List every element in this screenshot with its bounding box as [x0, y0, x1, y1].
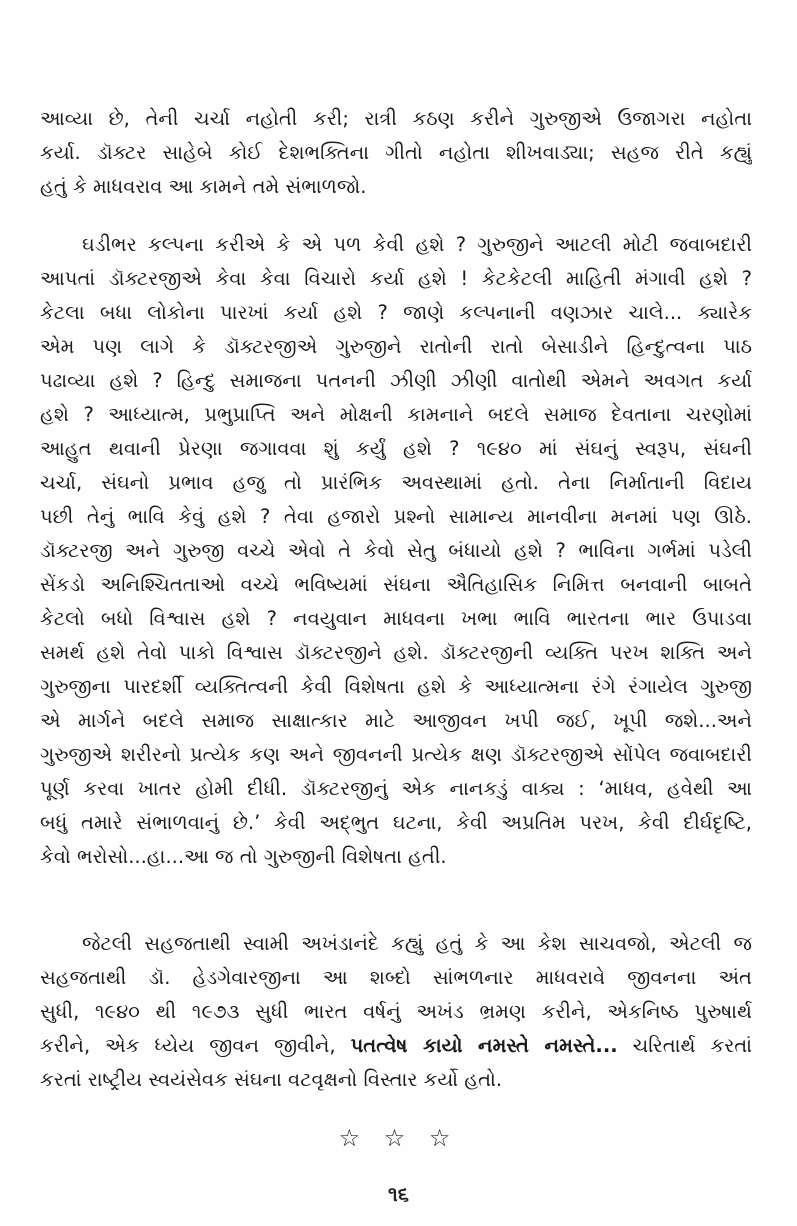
- paragraph-line: સહજતાથી ડૉ. હેડગેવારજીના આ શબ્દો સાંભળનાર માધવરાવે જીવનના અંત: [40, 966, 752, 989]
- page-number: ૧૬: [388, 1182, 409, 1206]
- paragraph-line: પઢાવ્યા હશે ? હિન્દુ સમાજના પતનની ઝીણી ઝીણી વાતોથી એમને અવગત કર્યા: [40, 369, 752, 392]
- paragraph-line: કેટલો બધો વિશ્વાસ હશે ? નવયુવાન માધવના ખભા ભાવિ ભારતના ભાર ઉપાડવા: [40, 607, 752, 630]
- paragraph-line: બધું તમારે સંભાળવાનું છે.’ કેવી અદ્ભુત ઘટના, કેવી અપ્રતિમ પરખ, કેવી દીર્ઘદૃષ્ટિ,: [40, 811, 752, 834]
- paragraph-line: આહુત થવાની પ્રેરણા જગાવવા શું કર્યું હશે ? ૧૯૪૦ માં સંઘનું સ્વરૂપ, સંઘની: [40, 437, 752, 460]
- paragraph-line: કર્યા. ડૉક્ટર સાહેબે કોઈ દેશભક્તિના ગીતો નહોતા શીખવાડ્યા; સહજ રીતે કહ્યું: [40, 141, 752, 164]
- paragraph-line: ડૉક્ટરજી અને ગુરુજી વચ્ચે એવો તે કેવો સેતુ બંધાયો હશે ? ભાવિના ગર્ભમાં પડેલી: [40, 539, 752, 562]
- paragraph-line: ગુરુજીએ શરીરનો પ્રત્યેક કણ અને જીવનની પ્રત્યેક ક્ષણ ડૉક્ટરજીએ સોંપેલ જવાબદારી: [40, 743, 752, 766]
- paragraph-line: સમર્થ હશે તેવો પાકો વિશ્વાસ ડૉક્ટરજીને હશે. ડૉક્ટરજીની વ્યક્તિ પરખ શક્તિ અને: [40, 641, 752, 664]
- paragraph-line: કેટલા બધા લોકોના પારખાં કર્યા હશે ? જાણે કલ્પનાની વણઝાર ચાલે... ક્યારેક: [40, 301, 752, 324]
- paragraph-line: જેટલી સહજતાથી સ્વામી અખંડાનંદે કહ્યું હતું કે આ કેશ સાચવજો, એટલી જ: [82, 932, 752, 955]
- paragraph-line: કરતાં રાષ્ટ્રીય સ્વયંસેવક સંઘના વટવૃક્ષનો વિસ્તાર કર્યો હતો.: [40, 1068, 503, 1091]
- paragraph-1: [40, 102, 752, 204]
- paragraph-line: આવ્યા છે, તેની ચર્ચા નહોતી કરી; રાત્રી કઠણ કરીને ગુરુજીએ ઉજાગરા નહોતા: [40, 107, 752, 130]
- line-text-after: ચરિતાર્થ કરતાં: [617, 1034, 752, 1057]
- paragraph-line: સુધી, ૧૯૪૦ થી ૧૯૭૩ સુધી ભારત વર્ષનું અખંડ ભ્રમણ કરીને, એકનિષ્ઠ પુરુષાર્થ: [40, 1000, 752, 1023]
- paragraph-line: સેંકડો અનિશ્ચિતતાઓ વચ્ચે ભવિષ્યમાં સંઘના ઐતિહાસિક નિમિત્ત બનવાની બાબતે: [40, 573, 752, 596]
- paragraph-line: એમ પણ લાગે કે ડૉક્ટરજીએ ગુરુજીને રાતોની રાતો બેસાડીને હિન્દુત્વના પાઠ: [40, 335, 752, 358]
- section-separator-stars: ☆ ☆ ☆: [338, 1124, 459, 1152]
- paragraph-3: [40, 927, 752, 1097]
- line-text-before: કરીને, એક ધ્યેય જીવન જીવીને,: [40, 1034, 351, 1057]
- paragraph-2: [40, 228, 752, 874]
- paragraph-line: ચર્ચા, સંઘનો પ્રભાવ હજુ તો પ્રારંભિક અવસ્થામાં હતો. તેના નિર્માતાની વિદાય: [40, 471, 752, 494]
- paragraph-line: પછી તેનું ભાવિ કેવું હશે ? તેવા હજારો પ્રશ્નો સામાન્ય માનવીના મનમાં પણ ઊઠે.: [40, 505, 752, 528]
- emphasized-phrase: પતત્વેષ કાયો નમસ્તે નમસ્તે...: [350, 1034, 618, 1057]
- paragraph-line: આપતાં ડૉક્ટરજીએ કેવા કેવા વિચારો કર્યા હશે ! કેટકેટલી માહિતી મંગાવી હશે ?: [40, 267, 752, 290]
- paragraph-line: ગુરુજીના પારદર્શી વ્યક્તિત્વની કેવી વિશેષતા હશે કે આધ્યાત્મના રંગે રંગાયેલ ગુરુજી: [40, 675, 752, 698]
- paragraph-line: હતું કે માધવરાવ આ કામને તમે સંભાળજો.: [40, 175, 367, 198]
- paragraph-line: કેવો ભરોસો...હા...આ જ તો ગુરુજીની વિશેષતા હતી.: [40, 845, 447, 868]
- paragraph-line: પૂર્ણ કરવા ખાતર હોમી દીધી. ડૉક્ટરજીનું એક નાનકડું વાક્ય : ‘માધવ, હવેથી આ: [40, 777, 752, 800]
- paragraph-line: એ માર્ગને બદલે સમાજ સાક્ષાત્કાર માટે આજીવન ખપી જઈ, ખૂપી જશે...અને: [40, 709, 752, 732]
- paragraph-line-with-emphasis: [40, 1029, 752, 1063]
- paragraph-line: ઘડીભર કલ્પના કરીએ કે એ પળ કેવી હશે ? ગુરુજીને આટલી મોટી જવાબદારી: [82, 233, 752, 256]
- paragraph-line: હશે ? આધ્યાત્મ, પ્રભુપ્રાપ્તિ અને મોક્ષની કામનાને બદલે સમાજ દેવતાના ચરણોમાં: [40, 403, 752, 426]
